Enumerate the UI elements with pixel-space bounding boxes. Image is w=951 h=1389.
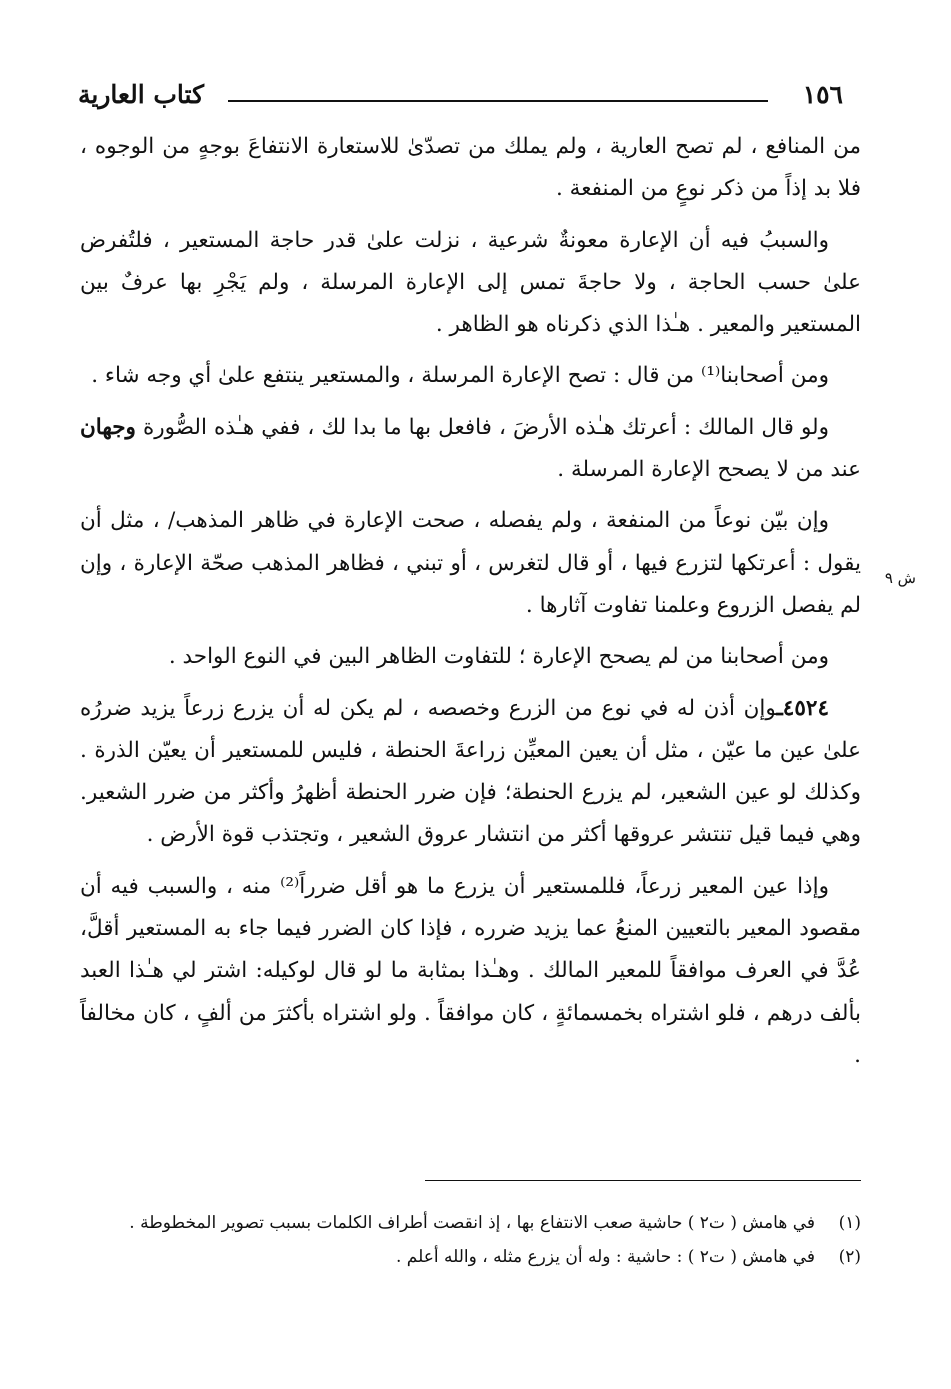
footnote — [80, 1208, 861, 1238]
footnotes — [80, 1208, 861, 1276]
book-title: كتاب العارية — [78, 80, 204, 109]
paragraph: ومن أصحابنا⁽¹⁾ من قال : تصح الإعارة المرسلة ، والمستعير ينتفع علىٰ أي وجه شاء . — [91, 363, 829, 389]
footnote-separator — [425, 1180, 861, 1181]
header-rule — [228, 100, 768, 102]
numbered-paragraph — [80, 688, 861, 857]
running-header — [78, 78, 843, 118]
paragraph-lead: ولو قال المالك : أعرتك هـٰذه الأرضَ ، فافعل بها ما بدا لك ، ففي هـٰذه الصُّورة — [143, 414, 829, 440]
footnote-text: في هامش ( ت٢ ) : حاشية : وله أن يزرع مثله ، والله أعلم . — [395, 1247, 815, 1267]
paragraph: وإن بيّن نوعاً من المنفعة ، ولم يفصله ، صحت الإعارة في ظاهر المذهب/ ، مثل أن يقول : أعرتكها لتزرع فيها ، أو قال لتغرس ، أو تبني ، فظاهر المذهب صحّة الإعارة ، وإن لم يفصل الزروع وعلمنا تفاوت آثارها . — [80, 508, 861, 618]
footnote-text: في هامش ( ت٢ ) حاشية صعب الانتفاع بها ، إذ انقصت أطراف الكلمات بسبب تصوير المخطوطة . — [129, 1213, 815, 1233]
footnote-number: (١) — [838, 1213, 861, 1233]
paragraph: ومن أصحابنا من لم يصحح الإعارة ؛ للتفاوت الظاهر البين في النوع الواحد . — [168, 644, 829, 670]
paragraph — [80, 407, 861, 492]
margin-note: ش ٩ — [884, 569, 916, 587]
item-number: ٤٥٢٤ـ — [776, 695, 829, 721]
main-text — [80, 126, 861, 1086]
footnote — [80, 1242, 861, 1272]
paragraph: والسببُ فيه أن الإعارة معونةٌ شرعية ، نزلت علىٰ قدر حاجة المستعير ، فلتُفرض علىٰ حسب الحاجة ، ولا حاجةَ تمس إلى الإعارة المرسلة ، ولم يَجْرِ بها عرفٌ بين المستعير والمعير . هـٰذا الذي ذكرناه هو الظاهر . — [80, 227, 861, 338]
paragraph-text: وإن أذن له في نوع من الزرع وخصصه ، لم يكن له أن يزرع زرعاً يزيد ضررُه علىٰ عين ما عيّن ، مثل أن يعين المعيِّن زراعةَ الحنطة ، فليس للمستعير أن يعيّن الذرة . وكذلك لو عين الشعير، لم يزرع الحنطة؛ فإن ضرر الحنطة أظهرُ وأكثر من ضرر الشعير. وهي فيما قيل تنتشر عروقها أكثر من انتشار عروق الشعير ، وتجتذب قوة الأرض . — [80, 695, 861, 848]
footnote-number: (٢) — [838, 1247, 861, 1267]
page-number: ١٥٦ — [802, 80, 843, 109]
bold-term: وجهان — [80, 414, 136, 440]
paragraph-tail: عند من لا يصحح الإعارة المرسلة . — [557, 457, 861, 483]
paragraph: من المنافع ، لم تصح العارية ، ولم يملك من تصدّىٰ للاستعارة الانتفاعَ بوجهٍ من الوجوه ، فلا بد إذاً من ذكر نوعٍ من المنفعة . — [80, 134, 861, 202]
paragraph: وإذا عين المعير زرعاً، فللمستعير أن يزرع ما هو أقل ضرراً⁽²⁾ منه ، والسبب فيه أن مقصود المعير بالتعيين المنعُ عما يزيد ضرره ، فإذا كان الضرر فيما جاء به المستعير أقلَّ، عُدَّ في العرف موافقاً للمعير المالك . وهـٰذا بمثابة ما لو قال لوكيله: اشتر لي هـٰذا العبد بألف درهم ، فلو اشتراه بخمسمائةٍ ، كان موافقاً . ولو اشتراه بأكثرَ من ألفٍ ، كان مخالفاً . — [80, 873, 861, 1068]
